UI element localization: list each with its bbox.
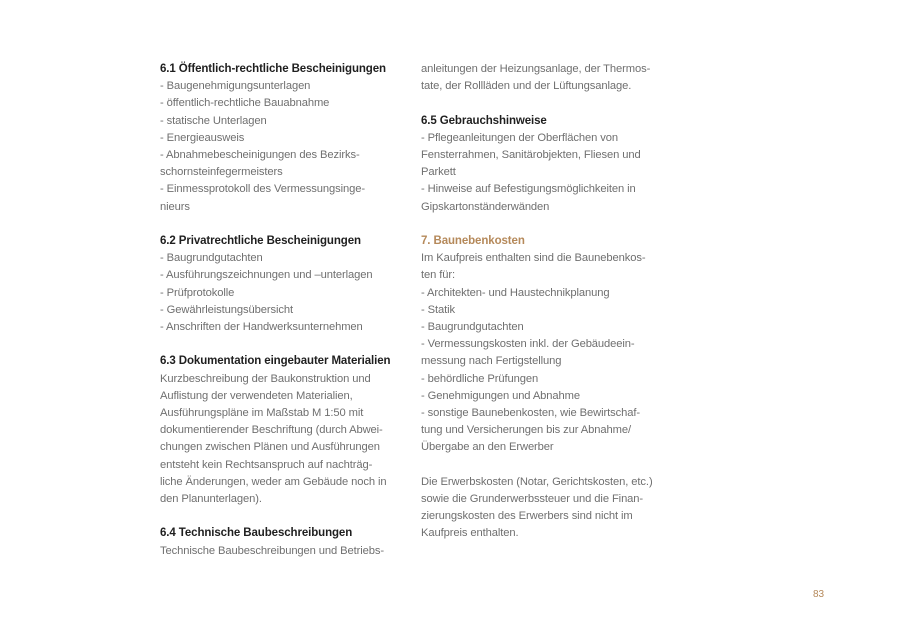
text-line: nieurs: [160, 200, 190, 213]
text-line: zierungskosten des Erwerbers sind nicht im: [421, 510, 633, 523]
section-heading: 6.2 Privatrechtliche Bescheinigungen: [160, 235, 361, 248]
text-line: - Energieausweis: [160, 131, 245, 144]
section-6-2: [160, 233, 410, 336]
text-line: chungen zwischen Plänen und Ausführungen: [160, 441, 380, 454]
text-line: tung und Versicherungen bis zur Abnahme/: [421, 424, 631, 437]
spacer: [421, 95, 671, 112]
section-6-4: [160, 525, 410, 559]
section-6-3: [160, 353, 410, 508]
text-line: - Einmessprotokoll des Vermessungsinge-: [160, 183, 366, 196]
section-heading: 6.3 Dokumentation eingebauter Materialien: [160, 355, 391, 368]
text-line: - öffentlich-rechtliche Bauabnahme: [160, 97, 330, 110]
text-line: - Vermessungskosten inkl. der Gebäudeein-: [421, 338, 635, 351]
text-line: - Architekten- und Haustechnikplanung: [421, 286, 610, 299]
spacer: [160, 216, 410, 233]
text-line: Technische Baubeschreibungen und Betriebs-: [160, 544, 385, 557]
text-line: ten für:: [421, 269, 456, 282]
text-line: Im Kaufpreis enthalten sind die Baunebenkos-: [421, 252, 646, 265]
text-line: tate, der Rollläden und der Lüftungsanlage.: [421, 80, 632, 93]
section-heading: 6.1 Öffentlich-rechtliche Bescheinigungen: [160, 63, 386, 75]
text-line: - Baugrundgutachten: [421, 321, 524, 334]
text-line: Übergabe an den Erwerber: [421, 441, 554, 454]
section-7: [421, 233, 671, 457]
text-line: liche Änderungen, weder am Gebäude noch in: [160, 475, 387, 488]
text-line: - Baugrundgutachten: [160, 252, 263, 265]
left-column: [160, 61, 410, 560]
text-line: Ausführungspläne im Maßstab M 1:50 mit: [160, 407, 364, 420]
text-line: entsteht kein Rechtsanspruch auf nachträg-: [160, 458, 373, 471]
text-line: - Gewährleistungsübersicht: [160, 303, 293, 316]
text-line: Gipskartonständerwänden: [421, 200, 550, 213]
text-line: Die Erwerbskosten (Notar, Gerichtskosten, etc.): [421, 475, 653, 488]
section-heading: 7. Baunebenkosten: [421, 235, 525, 247]
section-6-1: [160, 61, 410, 216]
spacer: [421, 457, 671, 474]
spacer: [421, 216, 671, 233]
text-line: schornsteinfegermeisters: [160, 166, 283, 179]
text-line: - Ausführungszeichnungen und –unterlagen: [160, 269, 373, 282]
section-7-note: [421, 474, 671, 543]
text-line: - Abnahmebescheinigungen des Bezirks-: [160, 149, 360, 162]
text-line: Fensterrahmen, Sanitärobjekten, Fliesen und: [421, 149, 641, 161]
text-line: - sonstige Baunebenkosten, wie Bewirtschaf-: [421, 407, 640, 420]
text-line: - statische Unterlagen: [160, 114, 267, 127]
text-line: messung nach Fertigstellung: [421, 355, 562, 368]
text-line: - behördliche Prüfungen: [421, 372, 539, 385]
text-line: - Genehmigungen und Abnahme: [421, 389, 581, 402]
spacer: [160, 336, 410, 353]
text-line: Auflistung der verwendeten Materialien,: [160, 389, 353, 402]
text-line: - Pflegeanleitungen der Oberflächen von: [421, 131, 618, 144]
text-line: Kaufpreis enthalten.: [421, 527, 519, 540]
text-line: - Anschriften der Handwerksunternehmen: [160, 321, 363, 334]
text-line: - Baugenehmigungsunterlagen: [160, 80, 311, 93]
text-line: - Prüfprotokolle: [160, 286, 235, 299]
section-heading: 6.4 Technische Baubeschreibungen: [160, 527, 353, 540]
page-number: 83: [813, 589, 825, 600]
section-heading: 6.5 Gebrauchshinweise: [421, 114, 547, 127]
text-line: - Statik: [421, 303, 456, 316]
text-line: - Hinweise auf Befestigungsmöglichkeiten in: [421, 183, 636, 196]
text-line: Parkett: [421, 166, 456, 179]
text-line: anleitungen der Heizungsanlage, der Thermos-: [421, 63, 651, 75]
text-line: Kurzbeschreibung der Baukonstruktion und: [160, 372, 371, 385]
spacer: [160, 508, 410, 525]
text-line: den Planunterlagen).: [160, 493, 262, 506]
section-6-4-continued: [421, 61, 671, 95]
section-6-5: [421, 113, 671, 216]
right-column: [421, 61, 671, 543]
text-line: dokumentierender Beschriftung (durch Abwei-: [160, 424, 383, 437]
text-line: sowie die Grunderwerbssteuer und die Finan-: [421, 493, 644, 506]
